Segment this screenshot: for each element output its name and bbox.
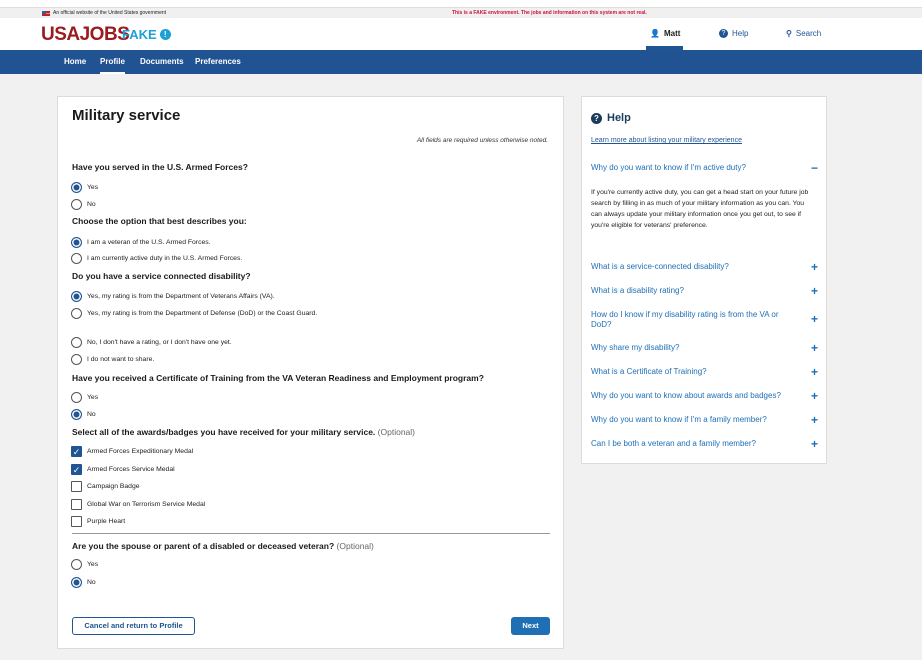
q-disability: Do you have a service connected disability? [72,271,251,281]
accordion-item[interactable]: What is a Certificate of Training? + [591,365,818,379]
radio[interactable] [71,291,82,302]
fake-label: FAKE [122,27,157,42]
radio[interactable] [71,354,82,365]
help-title: ? Help [591,112,631,124]
accordion-item[interactable]: What is a service-connected disability? + [591,260,818,274]
plus-icon: + [810,284,818,298]
q-served: Have you served in the U.S. Armed Forces? [72,162,248,172]
q-awards: Select all of the awards/badges you have received for your military service. (Optional) [72,427,415,437]
learn-more-link[interactable]: Learn more about listing your military experience [591,137,742,144]
accordion-item[interactable]: Why do you want to know about awards and badges? + [591,389,818,403]
help-label: Help [732,29,749,38]
family-yes[interactable]: Yes [71,559,98,570]
user-name: Matt [663,29,681,38]
accordion-active-duty-body: If you're currently active duty, you can get a head start on your future job search by filling in as much of your military information as you can. You can always update your military information once you get out, to see if you're eligible for veterans' preference. [591,189,809,229]
checkbox[interactable]: ✓ [72,447,81,457]
q-status: Choose the option that best describes you: [72,216,247,226]
gov-banner [0,8,922,18]
next-button[interactable]: Next [511,617,550,635]
award-purple-heart[interactable]: Purple Heart [71,516,125,527]
help-link[interactable] [719,29,748,38]
search-label: Search [795,29,822,38]
plus-icon: + [810,413,818,427]
accordion-active-duty[interactable]: Why do you want to know if I'm active duty? − [591,161,818,175]
user-menu[interactable] [650,29,680,38]
radio[interactable] [71,199,82,210]
radio[interactable] [71,392,82,403]
certificate-no[interactable]: No [71,409,96,420]
disability-none[interactable]: No, I don't have a rating, or I don't have one yet. [71,337,232,348]
official-text: An official website of the United States government [53,10,167,16]
served-no[interactable]: No [71,199,96,210]
radio[interactable] [71,337,82,348]
q-family: Are you the spouse or parent of a disabled or deceased veteran? (Optional) [72,541,374,551]
plus-icon: + [810,341,818,355]
main-nav [0,50,922,74]
award-campaign[interactable]: Campaign Badge [71,481,140,492]
help-icon: ? [719,29,728,38]
required-note: All fields are required unless otherwise noted. [416,137,548,144]
plus-icon: + [810,389,818,403]
q-certificate: Have you received a Certificate of Training from the VA Veteran Readiness and Employment program? [72,373,484,383]
nav-preferences[interactable]: Preferences [195,57,241,66]
fake-badge [122,27,171,42]
radio[interactable] [71,182,82,193]
award-gwot[interactable]: Global War on Terrorism Service Medal [71,499,205,510]
search-link[interactable] [786,29,821,38]
plus-icon: + [810,365,818,379]
help-panel [581,96,827,464]
status-active[interactable]: I am currently active duty in the U.S. Armed Forces. [71,253,242,264]
usajobs-logo[interactable]: USAJOBS [41,24,130,45]
info-icon: ! [160,29,171,40]
radio[interactable] [71,308,82,319]
minus-icon: − [810,161,818,175]
top-strip [0,0,922,8]
accordion-item[interactable]: How do I know if my disability rating is from the VA or DoD? + [591,310,818,329]
page-title: Military service [72,107,181,124]
military-service-form [57,96,564,649]
cancel-button[interactable]: Cancel and return to Profile [72,617,195,635]
plus-icon: + [810,312,818,326]
question-icon: ? [591,113,602,124]
plus-icon: + [810,437,818,451]
user-icon: 👤 [650,29,660,38]
radio[interactable] [71,253,82,264]
plus-icon: + [810,260,818,274]
radio[interactable] [71,577,82,588]
fake-notice: This is a FAKE environment. The jobs and information on this system are not real. [452,10,647,16]
accordion-item[interactable]: What is a disability rating? + [591,284,818,298]
checkbox[interactable] [71,516,82,527]
disability-va[interactable]: Yes, my rating is from the Department of Veterans Affairs (VA). [71,291,275,302]
certificate-yes[interactable]: Yes [71,392,98,403]
disability-dod[interactable]: Yes, my rating is from the Department of Defense (DoD) or the Coast Guard. [71,308,321,319]
accordion-item[interactable]: Can I be both a veteran and a family member? + [591,437,818,451]
checkbox[interactable] [71,481,82,492]
radio[interactable] [71,559,82,570]
family-no[interactable]: No [71,577,96,588]
divider [72,533,550,534]
nav-documents[interactable]: Documents [140,57,184,66]
award-expeditionary[interactable]: ✓ Armed Forces Expeditionary Medal [72,447,194,457]
nav-home[interactable]: Home [64,57,87,66]
us-flag-icon [42,11,50,16]
accordion-item[interactable]: Why share my disability? + [591,341,818,355]
radio[interactable] [71,409,82,420]
disability-noshare[interactable]: I do not want to share. [71,354,154,365]
nav-profile[interactable]: Profile [100,57,125,66]
checkbox[interactable]: ✓ [72,465,81,475]
checkbox[interactable] [71,499,82,510]
search-icon: ⚲ [786,29,792,38]
radio[interactable] [71,237,82,248]
award-service[interactable]: ✓ Armed Forces Service Medal [72,465,175,475]
served-yes[interactable]: Yes [71,182,98,193]
header [0,18,922,50]
status-veteran[interactable]: I am a veteran of the U.S. Armed Forces. [71,237,211,248]
accordion-item[interactable]: Why do you want to know if I'm a family member? + [591,413,818,427]
